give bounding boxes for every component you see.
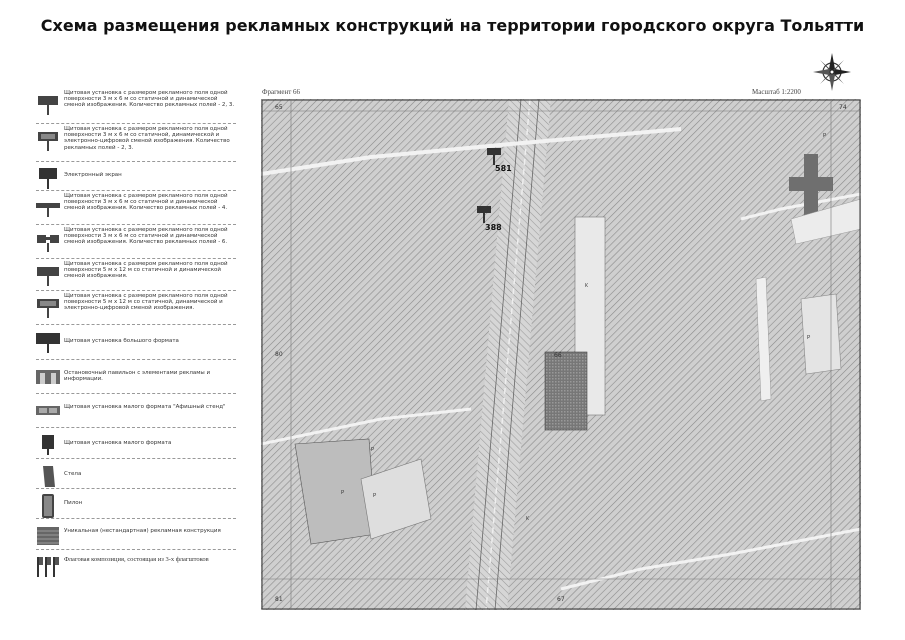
legend-item: Щитовая установка с размером рекламного поля одной поверхности 3 м х 6 м со статичной и динамической сменой изображения. Количество рекламных полей - 2, 3. <box>36 88 236 124</box>
legend-item: Щитовая установка с размером рекламного поля одной поверхности 5 м х 12 м со статичной, динамической и электронно-цифровой сменой изображения. <box>36 291 236 325</box>
map-fragment <box>261 99 861 610</box>
marker-label: 388 <box>485 223 502 232</box>
fragment-label: Фрагмент 66 <box>262 88 301 96</box>
legend-item: Щитовая установка малого формата "Афишный стенд" <box>36 394 236 428</box>
legend-item: Флаговая композиция, состоящая из 3-х флагштоков <box>36 550 236 580</box>
unique-structure-icon <box>36 523 60 549</box>
poster-stand-icon <box>36 398 60 424</box>
large-format-billboard-icon <box>36 329 60 355</box>
page-title: Схема размещения рекламных конструкций на территории городского округа Тольятти <box>40 16 865 35</box>
block-label: 66 <box>554 352 562 359</box>
legend <box>36 88 236 580</box>
map-letter: Р <box>373 493 377 499</box>
billboard-digital-icon <box>36 128 60 154</box>
pylon-icon <box>36 493 60 519</box>
legend-item: Щитовая установка с размером рекламного поля одной поверхности 3 м х 6 м со статичной и динамической сменой изображения. Количество рекламных полей - 6. <box>36 225 236 259</box>
legend-item: Уникальная (нестандартная) рекламная конструкция <box>36 519 236 550</box>
building-block <box>545 352 587 430</box>
map-letter: Р <box>807 335 811 341</box>
billboard-5x12-digital-icon <box>36 295 60 321</box>
small-format-billboard-icon <box>36 432 60 458</box>
scale-label: Масштаб 1:2200 <box>752 88 801 96</box>
sheet-number-middle-left: 80 <box>275 351 283 358</box>
legend-item: Электронный экран <box>36 162 236 191</box>
compass-rose-icon <box>812 52 852 92</box>
legend-item: Щитовая установка малого формата <box>36 428 236 459</box>
billboard-4-fields-icon <box>36 195 60 221</box>
legend-item: Стела <box>36 459 236 489</box>
map-letter: К <box>526 516 529 522</box>
sheet-number-bottom-left: 81 <box>275 596 283 603</box>
sheet-number-bottom-middle: 67 <box>557 596 565 603</box>
building <box>789 177 833 191</box>
stele-icon <box>36 463 60 489</box>
legend-item: Щитовая установка с размером рекламного поля одной поверхности 3 м х 6 м со статичной и динамической сменой изображения. Количество рекламных полей - 4. <box>36 191 236 225</box>
billboard-5x12-icon <box>36 263 60 289</box>
marker-label: 581 <box>495 164 512 173</box>
legend-item: Остановочный павильон с элементами рекламы и информации. <box>36 360 236 394</box>
map-letter: Р <box>823 133 827 139</box>
bus-stop-pavilion-icon <box>36 364 60 390</box>
map-letter: К <box>585 283 588 289</box>
sheet-number-top-left: 65 <box>275 104 283 111</box>
electronic-screen-icon <box>36 166 60 192</box>
sheet-number-top-right: 74 <box>839 104 847 111</box>
billboard-6-fields-icon <box>36 229 60 255</box>
flag-composition-icon <box>36 554 60 580</box>
building <box>801 294 841 374</box>
legend-item: Щитовая установка с размером рекламного поля одной поверхности 5 м х 12 м со статичной и динамической сменой изображения. <box>36 259 236 291</box>
map-letter: Р <box>341 490 345 496</box>
legend-item: Щитовая установка с размером рекламного поля одной поверхности 3 м х 6 м со статичной, динамической и электронно-цифровой сменой изображения. Количество рекламных полей - 2, 3. <box>36 124 236 162</box>
map-letter: Р <box>371 447 375 453</box>
legend-item: Пилон <box>36 489 236 519</box>
legend-item: Щитовая установка большого формата <box>36 325 236 360</box>
billboard-3x6-icon <box>36 92 60 118</box>
